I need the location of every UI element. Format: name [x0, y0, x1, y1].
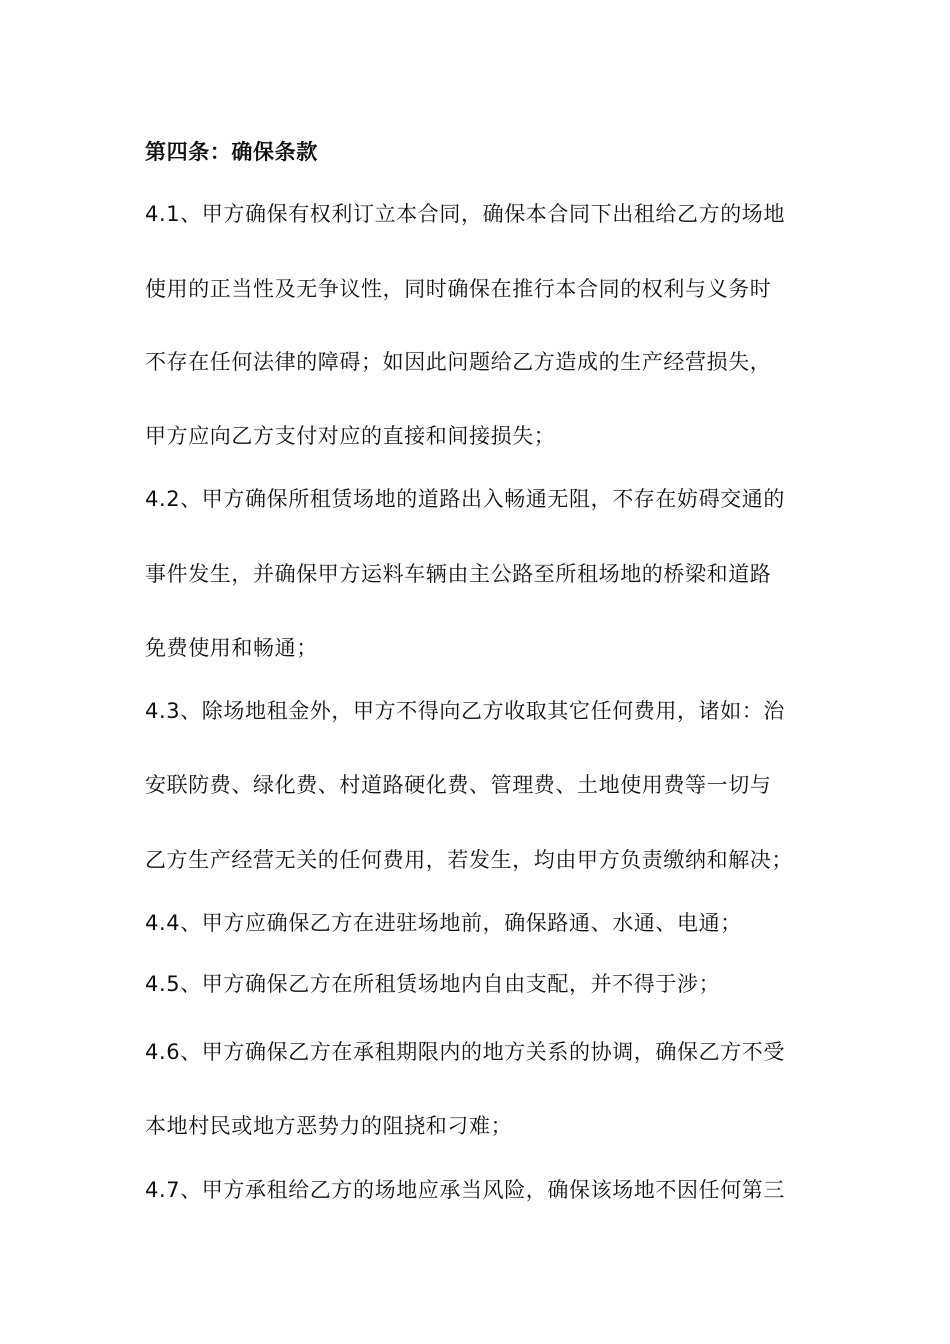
clause-4-4-line-1: 4.4、甲方应确保乙方在进驻场地前，确保路通、水通、电通； [145, 911, 742, 935]
clause-4-6-line-2: 本地村民或地方恶势力的阻挠和刁难； [145, 1114, 513, 1138]
clause-4-2-line-2: 事件发生，并确保甲方运料车辆由主公路至所租场地的桥梁和道路 [145, 562, 772, 586]
clause-4-2-line-3: 免费使用和畅通； [145, 636, 318, 660]
section-heading: 第四条：确保条款 [145, 140, 318, 164]
clause-4-6-line-1: 4.6、甲方确保乙方在承租期限内的地方关系的协调，确保乙方不受 [145, 1040, 785, 1064]
clause-4-5-line-1: 4.5、甲方确保乙方在所租赁场地内自由支配，并不得于涉； [145, 972, 721, 996]
clause-4-7-line-1: 4.7、甲方承租给乙方的场地应承当风险，确保该场地不因任何第三 [145, 1178, 785, 1202]
clause-4-1-line-1: 4.1、甲方确保有权利订立本合同，确保本合同下出租给乙方的场地 [145, 202, 785, 226]
clause-4-3-line-2: 安联防费、绿化费、村道路硬化费、管理费、土地使用费等一切与 [145, 773, 772, 797]
clause-4-3-line-1: 4.3、除场地租金外，甲方不得向乙方收取其它任何费用，诸如：治 [145, 699, 785, 723]
clause-4-1-line-4: 甲方应向乙方支付对应的直接和间接损失； [145, 424, 556, 448]
clause-4-1-line-3: 不存在任何法律的障碍；如因此问题给乙方造成的生产经营损失， [145, 350, 772, 374]
clause-4-3-line-3: 乙方生产经营无关的任何费用，若发生，均由甲方负责缴纳和解决； [145, 848, 793, 872]
clause-4-2-line-1: 4.2、甲方确保所租赁场地的道路出入畅通无阻，不存在妨碍交通的 [145, 487, 785, 511]
clause-4-1-line-2: 使用的正当性及无争议性，同时确保在推行本合同的权利与义务时 [145, 277, 772, 301]
